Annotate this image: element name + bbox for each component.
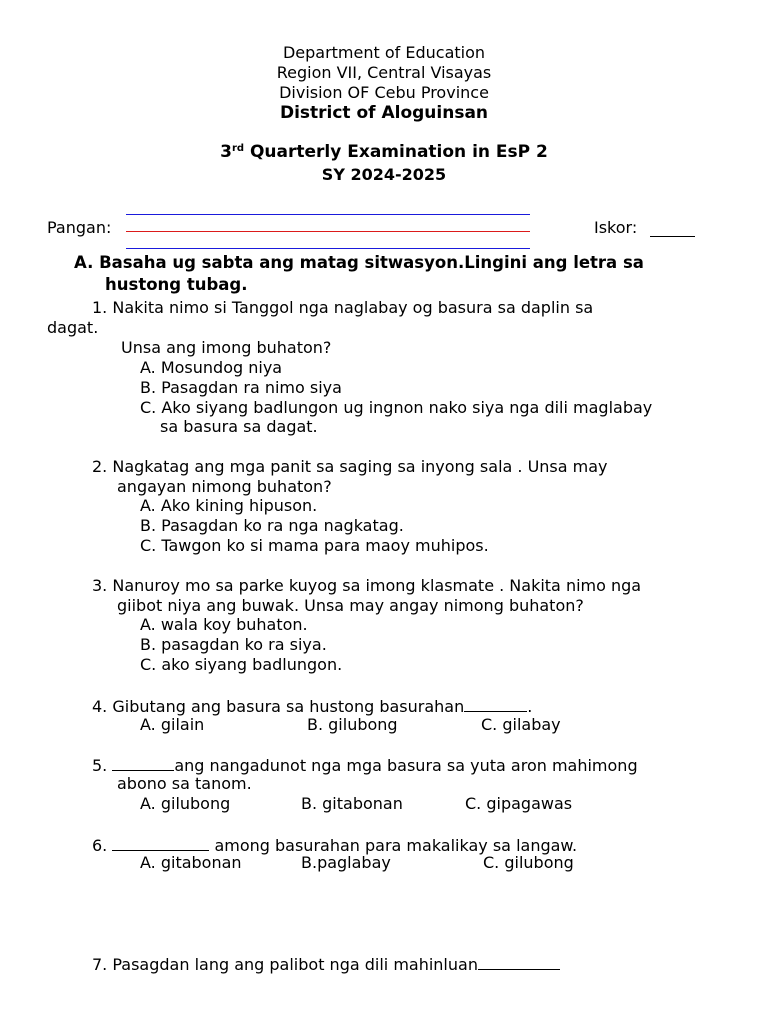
question-3-cont: giibot niya ang buwak. Unsa may angay nimong buhaton? [117, 596, 584, 615]
exam-title [0, 142, 768, 162]
question-1-option-a[interactable]: A. Mosundog niya [140, 358, 283, 377]
question-text: ang nangadunot nga mga basura sa yuta aron mahimong [174, 756, 638, 775]
question-number: 7. [92, 955, 108, 974]
question-text: Nakita nimo si Tanggol nga naglabay og basura sa daplin sa [107, 298, 594, 317]
question-5-option-b[interactable]: B. gitabonan [301, 794, 403, 813]
question-3-option-b[interactable]: B. pasagdan ko ra siya. [140, 635, 327, 654]
question-6-option-c[interactable]: C. gilubong [483, 853, 574, 872]
question-1-option-b[interactable]: B. Pasagdan ra nimo siya [140, 378, 342, 397]
question-4-option-a[interactable]: A. gilain [140, 715, 205, 734]
question-text: Gibutang ang basura sa hustong basurahan [107, 697, 465, 716]
question-text: Nanuroy mo sa parke kuyog sa imong klasmate . Nakita nimo nga [107, 576, 642, 595]
question-2 [92, 457, 608, 477]
name-label: Pangan: [47, 218, 112, 237]
header-region: Region VII, Central Visayas [276, 63, 492, 82]
answer-blank[interactable] [112, 834, 209, 851]
question-number: 2. [92, 457, 108, 476]
question-number: 5. [92, 756, 108, 775]
question-4 [92, 695, 532, 717]
question-4-option-c[interactable]: C. gilabay [481, 715, 561, 734]
name-line-bottom [126, 248, 530, 249]
section-a-instruction: A. Basaha ug sabta ang matag sitwasyon.Lingini ang letra sa [74, 253, 644, 272]
question-7 [92, 953, 560, 975]
question-2-option-c[interactable]: C. Tawgon ko si mama para maoy muhipos. [140, 536, 489, 555]
question-end: . [527, 697, 533, 716]
question-5-option-a[interactable]: A. gilubong [140, 794, 231, 813]
question-3-option-a[interactable]: A. wala koy buhaton. [140, 615, 308, 634]
question-6-option-b[interactable]: B.paglabay [301, 853, 391, 872]
question-5-option-c[interactable]: C. gipagawas [465, 794, 573, 813]
question-1-prompt: Unsa ang imong buhaton? [121, 338, 332, 357]
question-1-option-c-cont: sa basura sa dagat. [160, 417, 318, 436]
question-number: 4. [92, 697, 108, 716]
header-department: Department of Education [282, 43, 486, 62]
question-text: Pasagdan lang ang palibot nga dili mahinluan [107, 955, 478, 974]
header-district: District of Aloguinsan [279, 103, 489, 123]
question-text: Nagkatag ang mga panit sa saging sa inyong sala . Unsa may [107, 457, 608, 476]
question-3 [92, 576, 641, 596]
question-1-option-c[interactable]: C. Ako siyang badlungon ug ingnon nako siya nga dili maglabay [140, 398, 653, 417]
answer-blank[interactable] [464, 695, 527, 712]
name-field[interactable] [126, 231, 530, 232]
question-5 [92, 754, 638, 776]
section-a-instruction-cont: hustong tubag. [105, 275, 248, 294]
answer-blank[interactable] [478, 953, 560, 970]
question-number: 6. [92, 836, 108, 855]
question-3-option-c[interactable]: C. ako siyang badlungon. [140, 655, 343, 674]
question-text: among basurahan para makalikay sa langaw. [209, 836, 578, 855]
question-4-option-b[interactable]: B. gilubong [307, 715, 398, 734]
question-2-option-a[interactable]: A. Ako kining hipuson. [140, 496, 318, 515]
question-number: 1. [92, 298, 108, 317]
question-2-cont: angayan nimong buhaton? [117, 477, 332, 496]
exam-ordinal-suffix: rd [231, 143, 245, 154]
question-5-cont: abono sa tanom. [117, 774, 252, 793]
score-label: Iskor: [594, 218, 638, 237]
question-2-option-b[interactable]: B. Pasagdan ko ra nga nagkatag. [140, 516, 404, 535]
question-6-option-a[interactable]: A. gitabonan [140, 853, 242, 872]
exam-ordinal: 3 [220, 142, 232, 162]
school-year: SY 2024-2025 [321, 165, 447, 184]
header-division: Division OF Cebu Province [279, 83, 489, 102]
name-line-top [126, 214, 530, 215]
question-1-cont: dagat. [47, 318, 99, 337]
question-number: 3. [92, 576, 108, 595]
answer-blank[interactable] [112, 754, 174, 771]
question-1 [92, 298, 593, 318]
score-field[interactable] [650, 236, 695, 237]
exam-title-text: Quarterly Examination in EsP 2 [244, 142, 548, 162]
